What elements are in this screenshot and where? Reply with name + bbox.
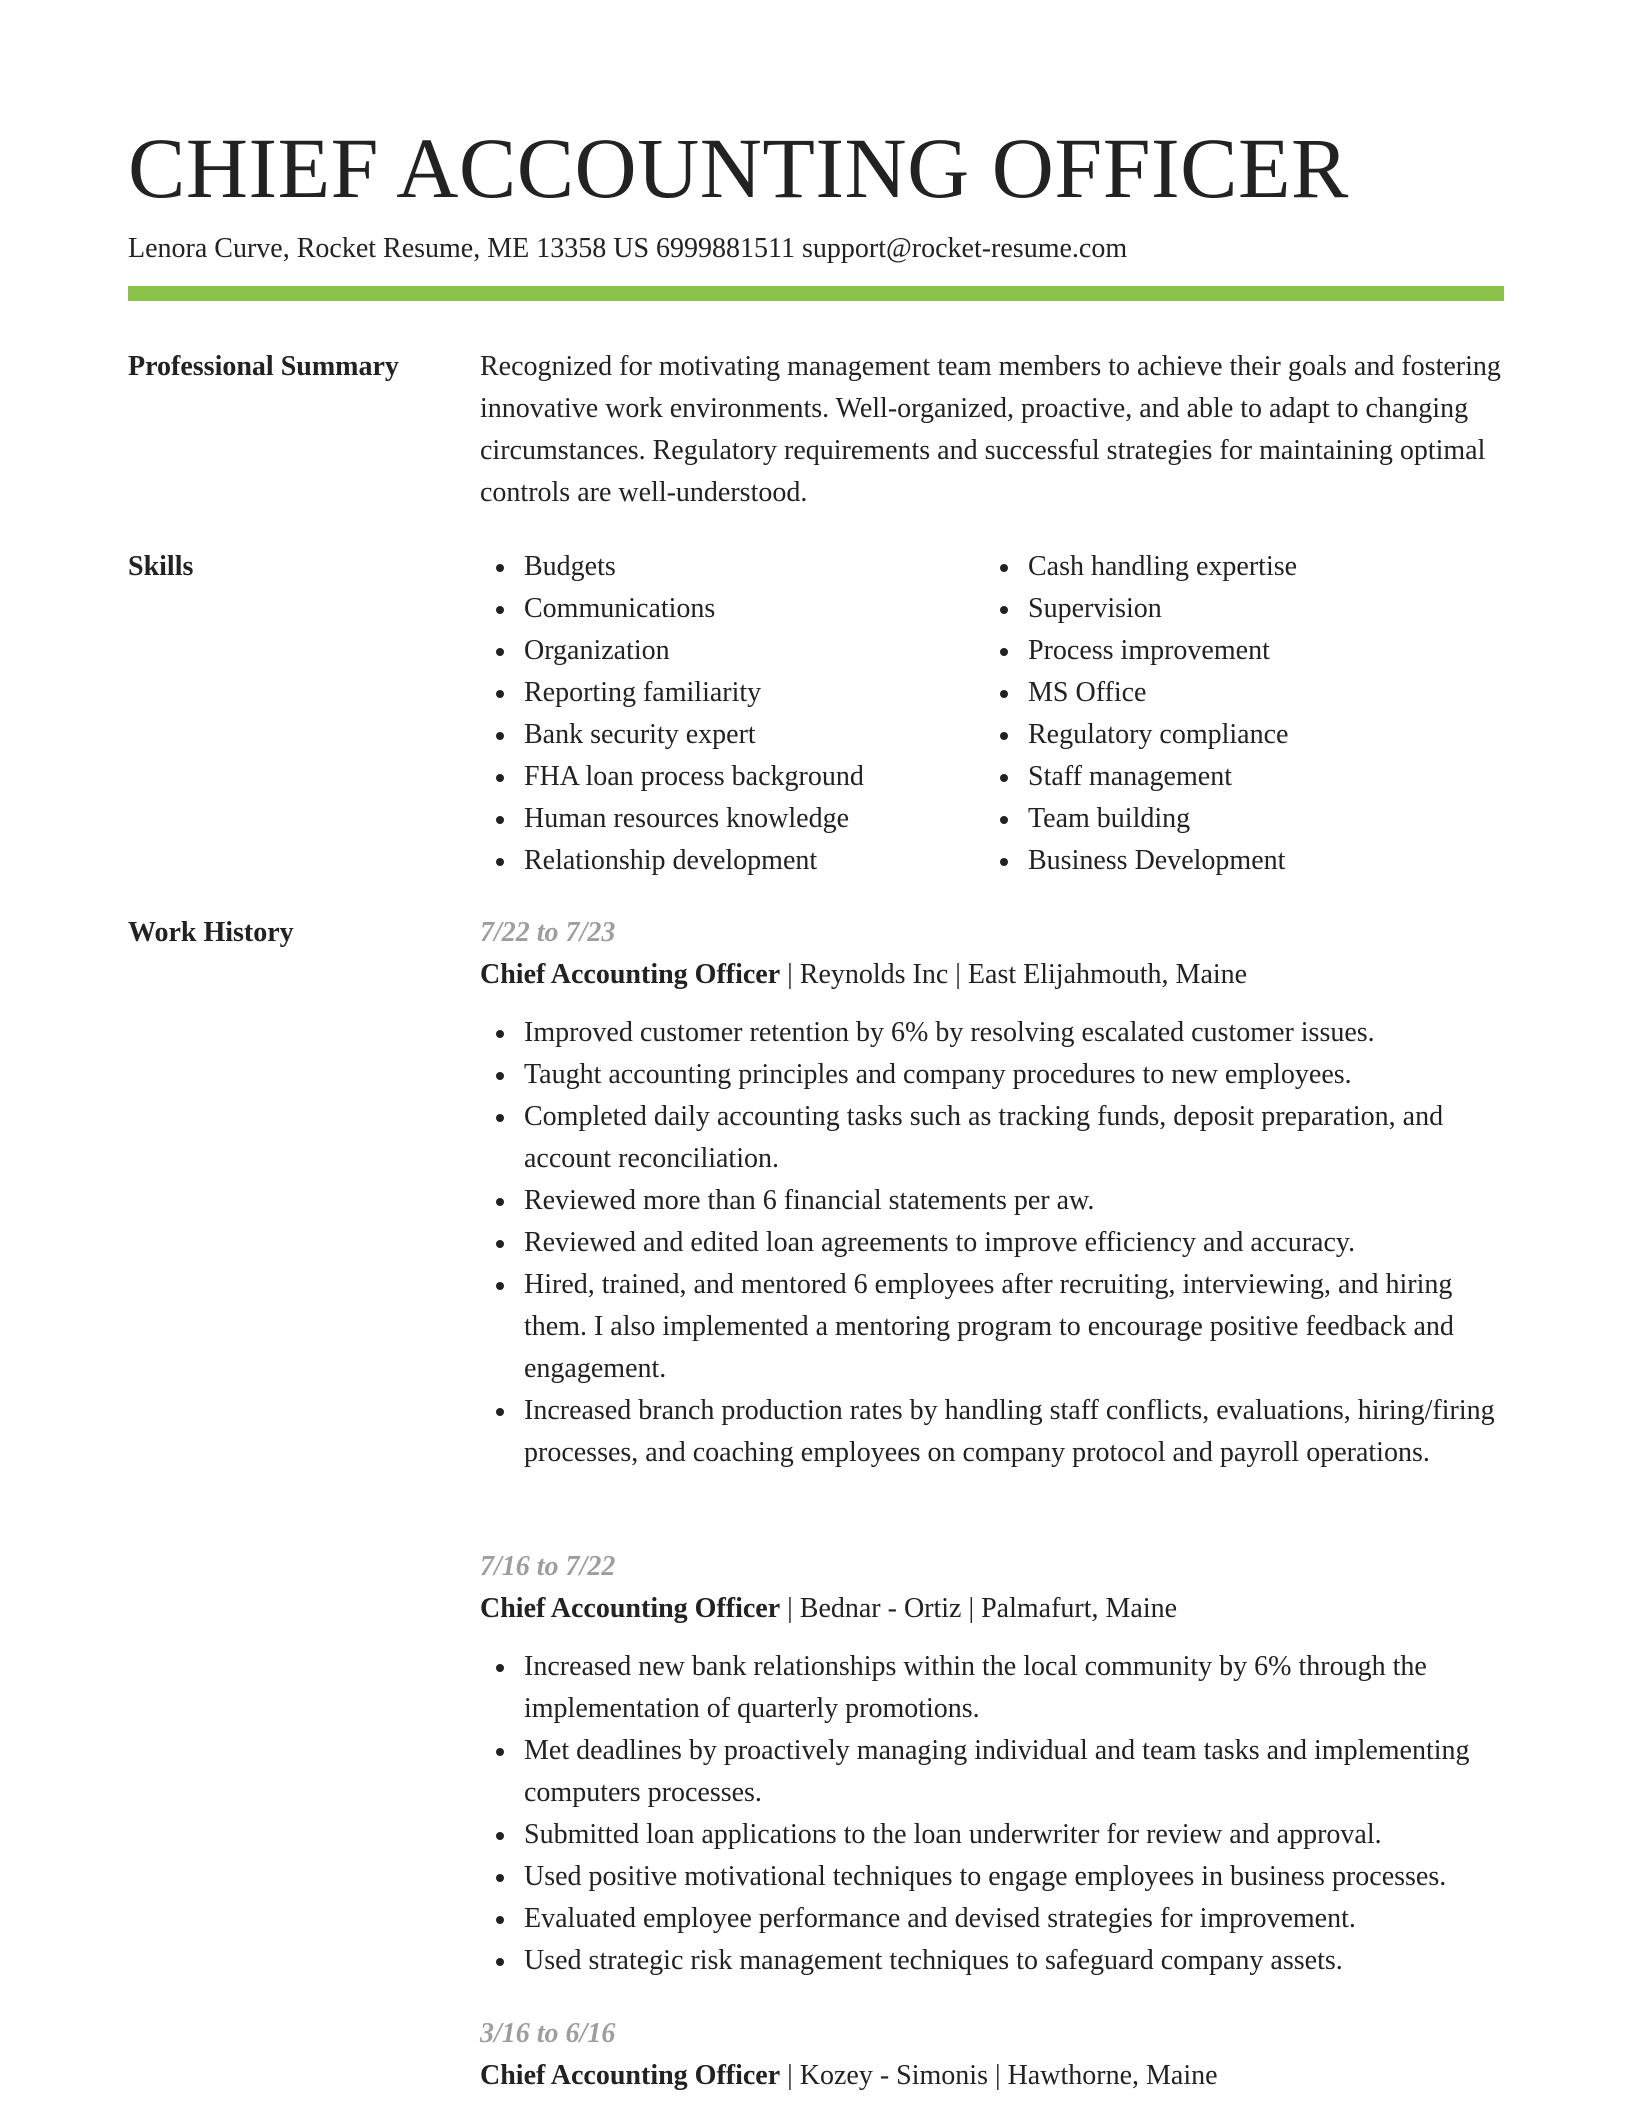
job-entry: [480, 912, 1504, 1474]
skills-list-left: [480, 546, 984, 882]
skill-item: Communications: [524, 588, 984, 630]
skill-item: Budgets: [524, 546, 984, 588]
job-bullet: Completed daily accounting tasks such as tracking funds, deposit preparation, and account reconciliation.: [524, 1096, 1504, 1180]
skill-item: Team building: [1028, 798, 1488, 840]
summary-body: [480, 346, 1504, 514]
job-entry: [480, 2013, 1504, 2097]
job-dates: 7/16 to 7/22: [480, 1551, 616, 1582]
page-title: CHIEF ACCOUNTING OFFICER: [128, 120, 1349, 216]
job-title-line: [480, 954, 1504, 996]
contact-info: Lenora Curve, Rocket Resume, ME 13358 US 6999881511 support@rocket-resume.com: [128, 233, 1128, 264]
job-bullet: Hired, trained, and mentored 6 employees after recruiting, interviewing, and hiring them. I also implemented a mentoring program to encourage positive feedback and engagement.: [524, 1264, 1504, 1390]
job-bullet: Reviewed more than 6 financial statements per aw.: [524, 1180, 1504, 1222]
job-details: | Kozey - Simonis | Hawthorne, Maine: [780, 2060, 1218, 2091]
summary-text: Recognized for motivating management team members to achieve their goals and fostering innovative work environments. Well-organized, proactive, and able to adapt to changing circumstances. Regulatory requirements and successful strategies for maintaining optimal controls are well-understood.: [480, 351, 1501, 508]
job-bullets: [480, 1646, 1504, 1982]
job-bullet: Reviewed and edited loan agreements to improve efficiency and accuracy.: [524, 1222, 1504, 1264]
skill-item: Supervision: [1028, 588, 1488, 630]
skill-item: MS Office: [1028, 672, 1488, 714]
job-bullet: Increased new bank relationships within the local community by 6% through the implementation of quarterly promotions.: [524, 1646, 1504, 1730]
job-title: Chief Accounting Officer: [480, 959, 781, 990]
skill-item: FHA loan process background: [524, 756, 984, 798]
skill-item: Human resources knowledge: [524, 798, 984, 840]
skill-item: Process improvement: [1028, 630, 1488, 672]
work-history-heading: Work History: [128, 917, 294, 948]
job-dates: 3/16 to 6/16: [480, 2018, 616, 2049]
job-bullet: Evaluated employee performance and devised strategies for improvement.: [524, 1898, 1504, 1940]
job-bullet: Used strategic risk management techniques to safeguard company assets.: [524, 1940, 1504, 1982]
job-bullet: Taught accounting principles and company procedures to new employees.: [524, 1054, 1504, 1096]
skills-heading: Skills: [128, 551, 194, 582]
job-title: Chief Accounting Officer: [480, 1593, 781, 1624]
job-dates: 7/22 to 7/23: [480, 917, 616, 948]
job-bullet: Improved customer retention by 6% by resolving escalated customer issues.: [524, 1012, 1504, 1054]
skill-item: Cash handling expertise: [1028, 546, 1488, 588]
skill-item: Business Development: [1028, 840, 1488, 882]
skill-item: Staff management: [1028, 756, 1488, 798]
skill-item: Reporting familiarity: [524, 672, 984, 714]
job-entry: [480, 1546, 1504, 1982]
skills-list-right: [984, 546, 1488, 882]
skill-item: Regulatory compliance: [1028, 714, 1488, 756]
job-details: | Reynolds Inc | East Elijahmouth, Maine: [780, 959, 1248, 990]
job-bullet: Submitted loan applications to the loan underwriter for review and approval.: [524, 1814, 1504, 1856]
job-title-line: [480, 1588, 1504, 1630]
skill-item: Organization: [524, 630, 984, 672]
job-title-line: [480, 2055, 1504, 2097]
job-bullets: [480, 1012, 1504, 1474]
job-details: | Bednar - Ortiz | Palmafurt, Maine: [780, 1593, 1178, 1624]
job-bullet: Met deadlines by proactively managing individual and team tasks and implementing computers processes.: [524, 1730, 1504, 1814]
job-bullet: Increased branch production rates by handling staff conflicts, evaluations, hiring/firing processes, and coaching employees on company protocol and payroll operations.: [524, 1390, 1504, 1474]
job-bullet: Used positive motivational techniques to engage employees in business processes.: [524, 1856, 1504, 1898]
summary-heading: Professional Summary: [128, 351, 399, 382]
header-divider: [128, 286, 1504, 301]
skill-item: Bank security expert: [524, 714, 984, 756]
skill-item: Relationship development: [524, 840, 984, 882]
job-title: Chief Accounting Officer: [480, 2060, 781, 2091]
